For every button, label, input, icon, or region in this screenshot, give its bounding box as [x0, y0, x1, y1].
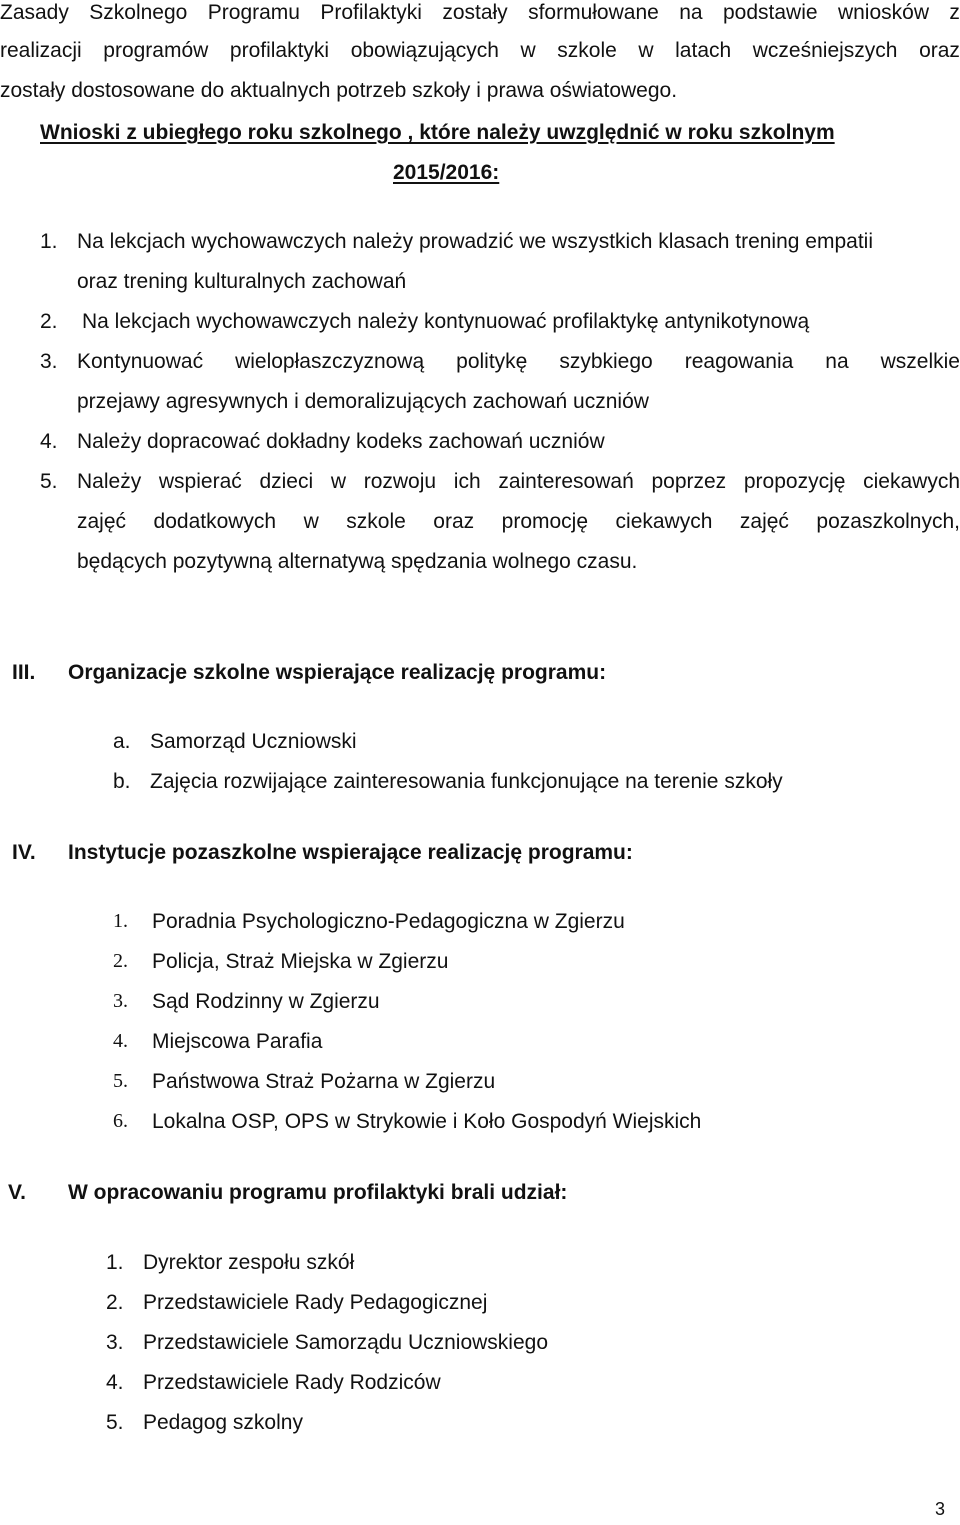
section-title: Organizacje szkolne wspierające realizację programu: — [68, 661, 607, 684]
list-item-number: 2. — [40, 310, 58, 333]
intro-line-3: zostały dostosowane do aktualnych potrzeb szkoły i prawa oświatowego. — [0, 79, 678, 102]
list-item-number: 3. — [40, 350, 58, 373]
list-item-number: 4. — [40, 430, 58, 453]
page-number: 3 — [935, 1499, 946, 1519]
conclusions-heading-year: 2015/2016: — [393, 161, 500, 184]
conclusions-heading: Wnioski z ubiegłego roku szkolnego , które należy uwzględnić w roku szkolnym — [40, 121, 835, 144]
section-title: W opracowaniu programu profilaktyki brali udział: — [68, 1181, 568, 1204]
section-number: III. — [12, 661, 36, 684]
intro-line-2: realizacji programów profilaktyki obowiązujących w szkole w latach wcześniejszych oraz — [0, 39, 960, 62]
section-number: IV. — [12, 841, 36, 864]
list-item-number: 1. — [40, 230, 58, 253]
list-item-number: 5. — [40, 470, 58, 493]
intro-line-1: Zasady Szkolnego Programu Profilaktyki zostały sformułowane na podstawie wniosków z — [0, 1, 960, 24]
section-title: Instytucje pozaszkolne wspierające realizację programu: — [68, 841, 633, 864]
section-number: V. — [8, 1181, 26, 1204]
